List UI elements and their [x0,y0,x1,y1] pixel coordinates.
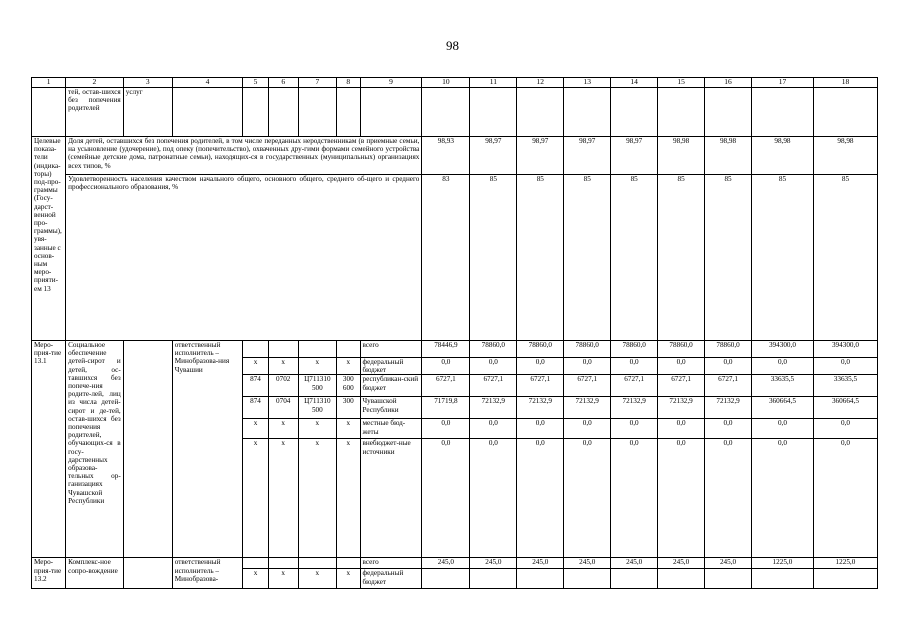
target-value: 85 [813,175,877,341]
measure-col3 [123,558,172,589]
column-number: 7 [298,78,336,88]
budget-code-c6 [268,558,298,569]
carry-over-cell [658,88,705,137]
funding-row [32,558,878,569]
funding-value: 0,0 [705,419,752,439]
carry-over-cell [298,88,336,137]
funding-value: 72132,9 [470,397,517,419]
funding-value: 0,0 [705,358,752,375]
budget-code-c6: x [268,419,298,439]
column-number-row [32,78,878,88]
carry-over-cell [268,88,298,137]
budget-code-c6: x [268,569,298,589]
budget-code-c7 [298,558,336,569]
column-number: 10 [422,78,470,88]
budget-code-c5: 874 [243,375,269,397]
column-number: 2 [66,78,124,88]
funding-value [422,569,470,589]
budget-code-c6: x [268,358,298,375]
carry-over-cell [564,88,611,137]
funding-value: 0,0 [611,358,658,375]
target-value: 85 [564,175,611,341]
budget-code-c8: x [337,419,360,439]
funding-source: республикан-ский бюджет [360,375,422,397]
column-number: 8 [337,78,360,88]
budget-code-c8: 300 600 [337,375,360,397]
budget-code-c5: x [243,419,269,439]
carry-over-cell [470,88,517,137]
funding-value: 0,0 [705,439,752,558]
funding-value: 0,0 [470,419,517,439]
budget-code-c5: x [243,439,269,558]
funding-value [752,569,814,589]
target-value: 85 [611,175,658,341]
budget-code-c6: 0702 [268,375,298,397]
funding-value [705,569,752,589]
column-number: 6 [268,78,298,88]
budget-code-c7: x [298,569,336,589]
funding-value: 72132,9 [658,397,705,419]
funding-value: 78860,0 [611,341,658,358]
budget-code-c5 [243,341,269,358]
funding-value [813,569,877,589]
funding-value: 0,0 [658,358,705,375]
target-value: 98,98 [752,137,814,175]
target-value: 98,98 [705,137,752,175]
funding-value: 0,0 [517,419,564,439]
column-number: 4 [172,78,242,88]
funding-value: 245,0 [470,558,517,569]
target-indicator-row [32,175,878,341]
budget-code-c7: x [298,439,336,558]
target-indicator-text: Доля детей, оставшихся без попечения родителей, в том числе переданных неродственникам (в приемные семьи, на усыновление (удочерение), под опеку (попечительство), охваченных дру-гими формами семейного устройства (семейные детские дома, патронатные семьи), находящих-ся в государственных (муниципальных) организациях всех типов, % [66,137,422,175]
funding-value: 394300,0 [813,341,877,358]
funding-value: 0,0 [813,358,877,375]
budget-code-c5 [243,558,269,569]
carry-over-cell [813,88,877,137]
funding-value: 0,0 [658,439,705,558]
measure-col3 [123,341,172,558]
budget-code-c8: 300 [337,397,360,419]
budget-code-c5: x [243,358,269,375]
funding-value: 394300,0 [752,341,814,358]
column-number: 3 [123,78,172,88]
target-value: 98,98 [658,137,705,175]
funding-value: 1225,0 [813,558,877,569]
carry-over-cell [172,88,242,137]
target-value: 85 [752,175,814,341]
carry-over-cell [360,88,422,137]
funding-value: 78860,0 [564,341,611,358]
funding-value: 0,0 [752,419,814,439]
targets-label: Целевые показа-тели (индика-торы) под-про-граммы (Госу-дарст-венной про-граммы), увя-занные с основ-ным меро-прияти-ем 13 [32,137,66,341]
funding-value: 6727,1 [611,375,658,397]
funding-value: 0,0 [470,358,517,375]
budget-code-c6: 0704 [268,397,298,419]
measure-name: Комплекс-ное сопро-вождение [66,558,124,589]
funding-row [32,341,878,358]
funding-value: 245,0 [658,558,705,569]
funding-value: 245,0 [611,558,658,569]
funding-value: 0,0 [813,419,877,439]
funding-value: 6727,1 [470,375,517,397]
target-value: 98,97 [470,137,517,175]
carry-over-cell [752,88,814,137]
funding-value: 78860,0 [658,341,705,358]
funding-value: 0,0 [752,358,814,375]
column-number: 1 [32,78,66,88]
budget-code-c5: x [243,569,269,589]
funding-value: 360664,5 [752,397,814,419]
carry-over-cell: услуг [123,88,172,137]
funding-value [517,569,564,589]
funding-value: 33635,5 [752,375,814,397]
target-value: 98,97 [517,137,564,175]
carry-over-row [32,88,878,137]
page-number: 98 [446,38,459,53]
column-number: 16 [705,78,752,88]
funding-value: 33635,5 [813,375,877,397]
funding-value: 360664,5 [813,397,877,419]
budget-code-c8 [337,558,360,569]
funding-value: 0,0 [422,419,470,439]
budget-code-c6 [268,341,298,358]
funding-value: 6727,1 [658,375,705,397]
measure-executor: ответственный исполнитель – Минобразова-ния Чувашии [172,341,242,558]
carry-over-cell [705,88,752,137]
funding-value: 6727,1 [422,375,470,397]
column-number: 12 [517,78,564,88]
funding-value: 245,0 [517,558,564,569]
funding-source: федеральный бюджет [360,358,422,375]
funding-value: 78860,0 [470,341,517,358]
budget-code-c8 [337,341,360,358]
column-number: 14 [611,78,658,88]
funding-value: 78860,0 [705,341,752,358]
budget-code-c7: x [298,419,336,439]
target-value: 98,93 [422,137,470,175]
funding-value: 72132,9 [705,397,752,419]
funding-value [658,569,705,589]
funding-value: 71719,8 [422,397,470,419]
funding-value: 6727,1 [705,375,752,397]
target-value: 85 [705,175,752,341]
carry-over-cell [32,88,66,137]
funding-value: 0,0 [813,439,877,558]
funding-value: 72132,9 [517,397,564,419]
funding-value: 0,0 [611,419,658,439]
measure-executor: ответственный исполнитель – Минобразова- [172,558,242,589]
funding-value: 72132,9 [564,397,611,419]
funding-source: всего [360,558,422,569]
budget-code-c5: 874 [243,397,269,419]
target-value: 85 [470,175,517,341]
budget-code-c7: Ц711310 500 [298,375,336,397]
funding-value: 0,0 [752,439,814,558]
funding-source: федеральный бюджет [360,569,422,589]
funding-value: 0,0 [564,419,611,439]
funding-value: 245,0 [422,558,470,569]
target-value: 98,98 [813,137,877,175]
column-number: 13 [564,78,611,88]
column-number: 11 [470,78,517,88]
funding-source: внебюджет-ные источники [360,439,422,558]
funding-value: 245,0 [705,558,752,569]
target-value: 85 [658,175,705,341]
funding-value: 0,0 [422,358,470,375]
funding-value: 0,0 [517,358,564,375]
carry-over-cell [337,88,360,137]
target-indicator-row [32,137,878,175]
budget-code-c7 [298,341,336,358]
funding-value: 0,0 [470,439,517,558]
budget-code-c8: x [337,439,360,558]
measure-label: Меро-прия-тие 13.2 [32,558,66,589]
funding-value: 0,0 [564,358,611,375]
funding-value [564,569,611,589]
carry-over-cell [611,88,658,137]
funding-value: 6727,1 [517,375,564,397]
carry-over-cell [517,88,564,137]
funding-value: 1225,0 [752,558,814,569]
column-number: 15 [658,78,705,88]
target-value: 85 [517,175,564,341]
funding-value [470,569,517,589]
funding-value: 6727,1 [564,375,611,397]
target-value: 98,97 [611,137,658,175]
budget-table [31,77,878,589]
funding-value: 0,0 [564,439,611,558]
target-value: 83 [422,175,470,341]
column-number: 5 [243,78,269,88]
budget-code-c8: x [337,358,360,375]
funding-value: 245,0 [564,558,611,569]
funding-value: 72132,9 [611,397,658,419]
measure-label: Меро-прия-тие 13.1 [32,341,66,558]
budget-code-c8: x [337,569,360,589]
funding-value: 0,0 [658,419,705,439]
carry-over-cell [243,88,269,137]
funding-value: 78446,9 [422,341,470,358]
budget-code-c7: Ц711310 500 [298,397,336,419]
funding-source: всего [360,341,422,358]
carry-over-cell [422,88,470,137]
funding-value: 0,0 [422,439,470,558]
column-number: 17 [752,78,814,88]
funding-value [611,569,658,589]
funding-value: 0,0 [517,439,564,558]
funding-source: Чувашской Республики [360,397,422,419]
budget-table-body [32,78,878,589]
budget-code-c7: x [298,358,336,375]
carry-over-cell: тей, остав-шихся без попечения родителей [66,88,124,137]
column-number: 18 [813,78,877,88]
funding-value: 0,0 [611,439,658,558]
measure-name: Социальное обеспечение детей-сирот и детей, ос-тавшихся без попече-ния родите-лей, лиц из числа детей-сирот и де-тей, остав-шихся без попечения родителей, обучающих-ся в госу-дарственных образова-тельных ор-ганизациях Чувашской Республики [66,341,124,558]
funding-source: местные бюд-жеты [360,419,422,439]
target-indicator-text: Удовлетворенность населения качеством начального общего, основного общего, среднего об-щего и среднего профессионального образования, % [66,175,422,341]
budget-code-c6: x [268,439,298,558]
column-number: 9 [360,78,422,88]
funding-value: 78860,0 [517,341,564,358]
target-value: 98,97 [564,137,611,175]
